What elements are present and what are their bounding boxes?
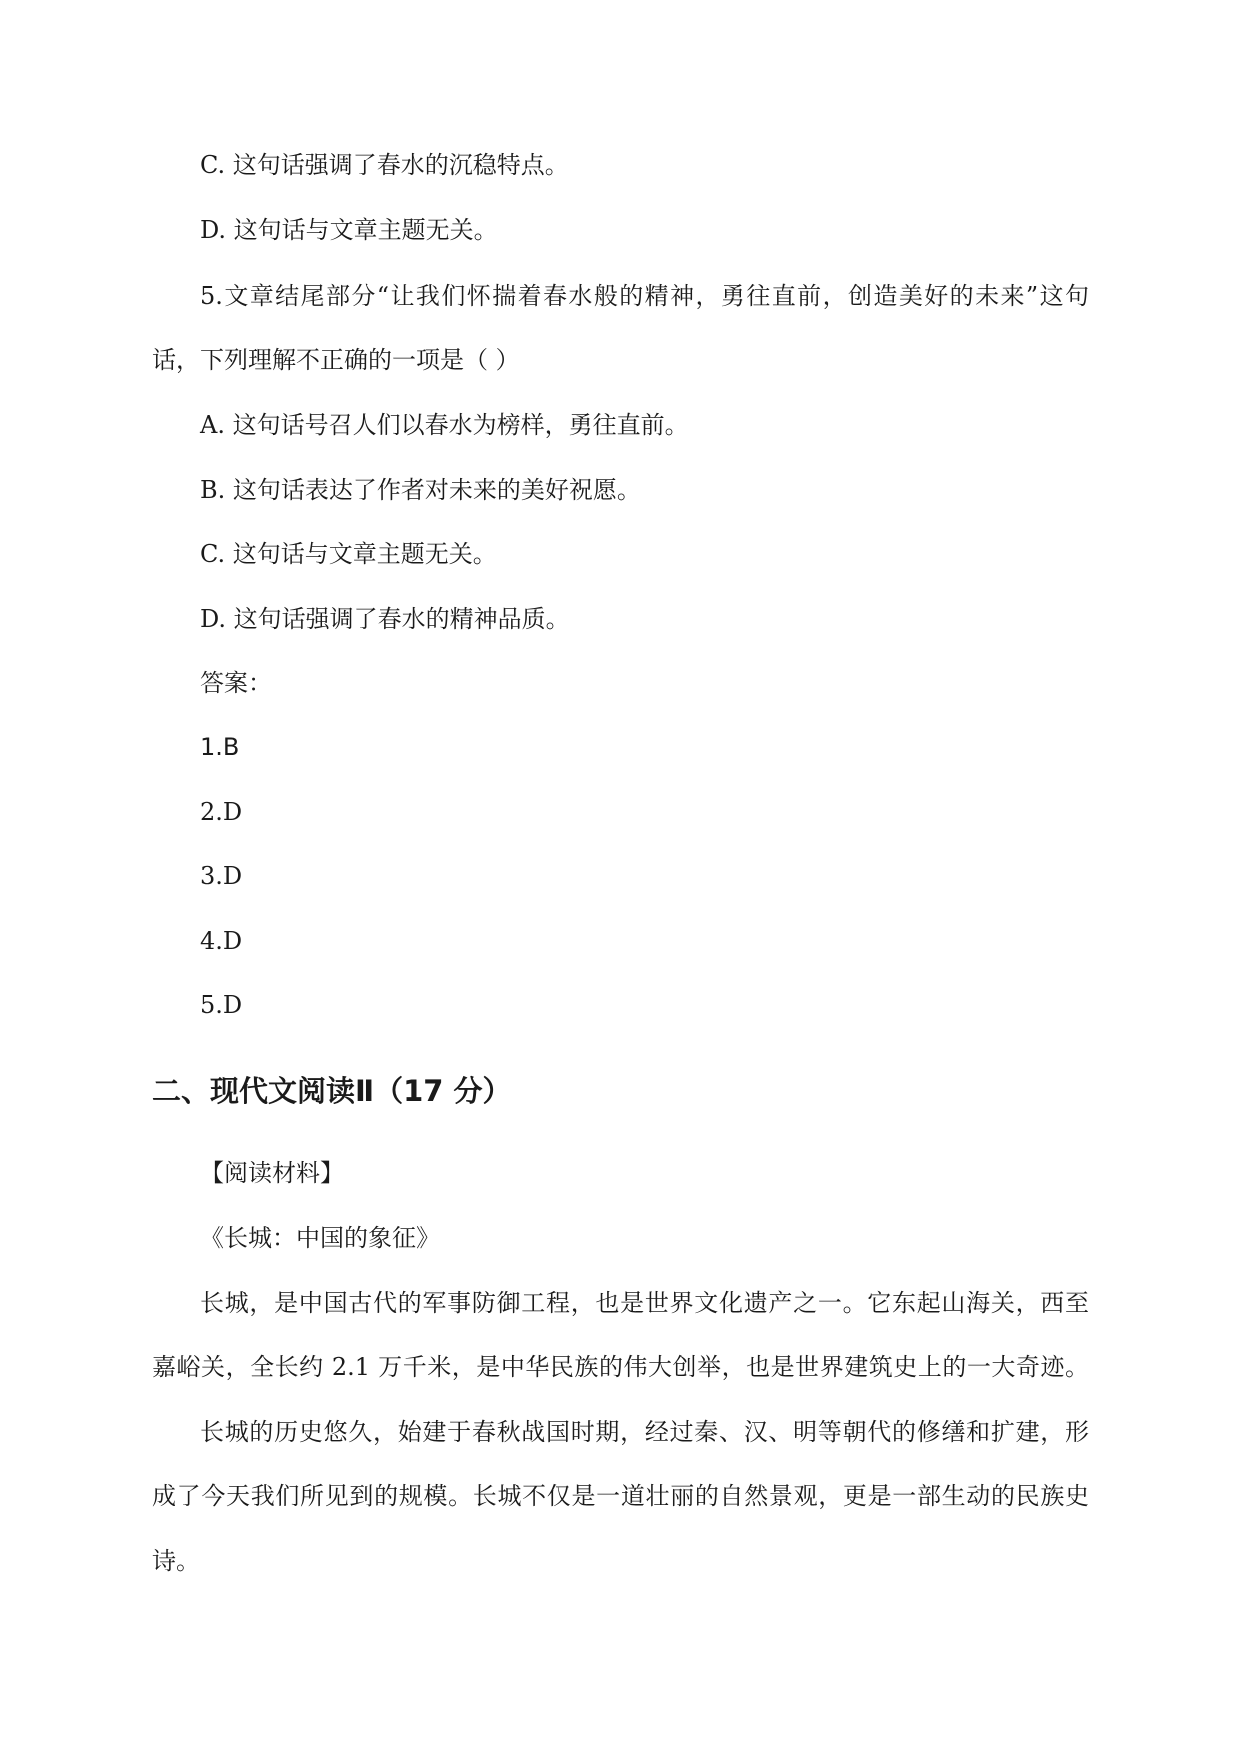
q5-option-b: B. 这句话表达了作者对未来的美好祝愿。 <box>200 476 641 504</box>
answer-item: 1.B <box>200 733 240 761</box>
paragraph-2-line-2: 成了今天我们所见到的规模。长城不仅是一道壮丽的自然景观，更是一部生动的民族史 <box>152 1482 1089 1510</box>
answer-item: 5.D <box>200 991 243 1019</box>
q5-option-d: D. 这句话强调了春水的精神品质。 <box>200 605 570 633</box>
answer-item: 4.D <box>200 927 243 955</box>
q4-option-c: C. 这句话强调了春水的沉稳特点。 <box>200 151 569 179</box>
paragraph-1-line-1: 长城，是中国古代的军事防御工程，也是世界文化遗产之一。它东起山海关，西至 <box>200 1289 1089 1317</box>
paragraph-2-line-3: 诗。 <box>152 1547 200 1575</box>
q4-option-d: D. 这句话与文章主题无关。 <box>200 216 498 244</box>
material-label: 【阅读材料】 <box>200 1159 344 1187</box>
article-title: 《长城：中国的象征》 <box>200 1224 440 1252</box>
q5-option-a: A. 这句话号召人们以春水为榜样，勇往直前。 <box>200 411 689 439</box>
q5-stem-line1: 5.文章结尾部分“让我们怀揣着春水般的精神，勇往直前，创造美好的未来”这句 <box>200 282 1089 310</box>
answer-item: 2.D <box>200 798 243 826</box>
paragraph-2-line-1: 长城的历史悠久，始建于春秋战国时期，经过秦、汉、明等朝代的修缮和扩建，形 <box>200 1418 1089 1446</box>
paragraph-1-line-2: 嘉峪关，全长约 2.1 万千米，是中华民族的伟大创举，也是世界建筑史上的一大奇迹。 <box>152 1353 1089 1381</box>
answer-item: 3.D <box>200 862 243 890</box>
answers-label: 答案： <box>200 669 272 697</box>
section-heading: 二、现代文阅读Ⅱ（17 分） <box>152 1074 512 1108</box>
q5-option-c: C. 这句话与文章主题无关。 <box>200 540 497 568</box>
q5-stem-line2: 话，下列理解不正确的一项是（ ） <box>152 346 520 374</box>
